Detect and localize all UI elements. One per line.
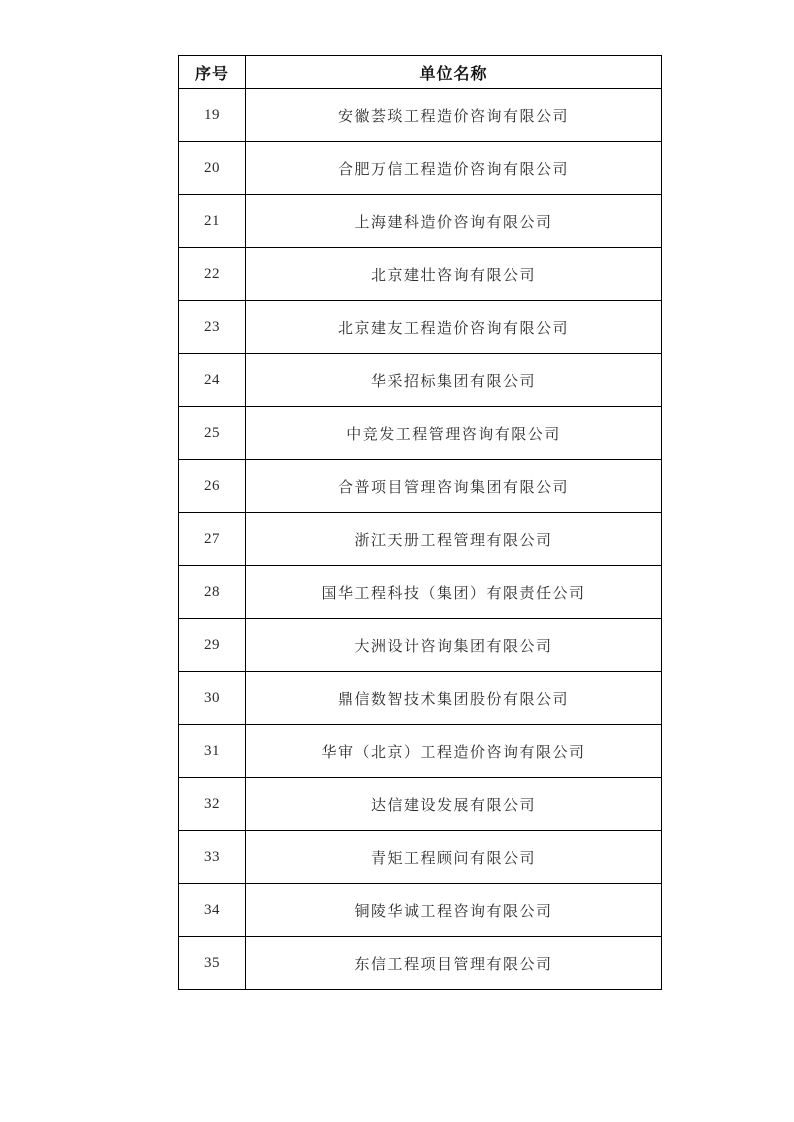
company-name-cell: 东信工程项目管理有限公司 xyxy=(246,937,662,990)
table-row xyxy=(179,937,662,990)
table-row xyxy=(179,301,662,354)
company-name-cell: 安徽荟琰工程造价咨询有限公司 xyxy=(246,89,662,142)
table-row xyxy=(179,566,662,619)
row-number-cell: 26 xyxy=(179,460,246,513)
table-row xyxy=(179,142,662,195)
table-row xyxy=(179,725,662,778)
row-number-cell: 20 xyxy=(179,142,246,195)
row-number-cell: 29 xyxy=(179,619,246,672)
table-row xyxy=(179,672,662,725)
header-cell-no: 序号 xyxy=(179,56,246,89)
row-number-cell: 31 xyxy=(179,725,246,778)
row-number-cell: 34 xyxy=(179,884,246,937)
table-row xyxy=(179,831,662,884)
company-name-cell: 青矩工程顾问有限公司 xyxy=(246,831,662,884)
row-number-cell: 35 xyxy=(179,937,246,990)
table-row xyxy=(179,89,662,142)
company-name-cell: 华采招标集团有限公司 xyxy=(246,354,662,407)
row-number-cell: 19 xyxy=(179,89,246,142)
company-name-cell: 浙江天册工程管理有限公司 xyxy=(246,513,662,566)
company-name-cell: 北京建友工程造价咨询有限公司 xyxy=(246,301,662,354)
table-row xyxy=(179,884,662,937)
table-row xyxy=(179,619,662,672)
company-name-cell: 上海建科造价咨询有限公司 xyxy=(246,195,662,248)
company-name-cell: 达信建设发展有限公司 xyxy=(246,778,662,831)
company-name-cell: 鼎信数智技术集团股份有限公司 xyxy=(246,672,662,725)
company-name-cell: 大洲设计咨询集团有限公司 xyxy=(246,619,662,672)
company-name-cell: 华审（北京）工程造价咨询有限公司 xyxy=(246,725,662,778)
row-number-cell: 30 xyxy=(179,672,246,725)
company-name-cell: 合肥万信工程造价咨询有限公司 xyxy=(246,142,662,195)
table-row xyxy=(179,460,662,513)
table-header xyxy=(179,56,662,89)
header-row xyxy=(179,56,662,89)
row-number-cell: 22 xyxy=(179,248,246,301)
company-list-table xyxy=(178,55,662,990)
table-row xyxy=(179,778,662,831)
table-row xyxy=(179,513,662,566)
row-number-cell: 27 xyxy=(179,513,246,566)
company-name-cell: 合普项目管理咨询集团有限公司 xyxy=(246,460,662,513)
row-number-cell: 24 xyxy=(179,354,246,407)
row-number-cell: 23 xyxy=(179,301,246,354)
row-number-cell: 21 xyxy=(179,195,246,248)
row-number-cell: 32 xyxy=(179,778,246,831)
table-row xyxy=(179,354,662,407)
row-number-cell: 33 xyxy=(179,831,246,884)
company-name-cell: 北京建壮咨询有限公司 xyxy=(246,248,662,301)
table-body xyxy=(179,89,662,990)
table-row xyxy=(179,195,662,248)
company-name-cell: 中竞发工程管理咨询有限公司 xyxy=(246,407,662,460)
header-cell-name: 单位名称 xyxy=(246,56,662,89)
company-name-cell: 国华工程科技（集团）有限责任公司 xyxy=(246,566,662,619)
row-number-cell: 25 xyxy=(179,407,246,460)
row-number-cell: 28 xyxy=(179,566,246,619)
table-row xyxy=(179,407,662,460)
table-row xyxy=(179,248,662,301)
company-name-cell: 铜陵华诚工程咨询有限公司 xyxy=(246,884,662,937)
